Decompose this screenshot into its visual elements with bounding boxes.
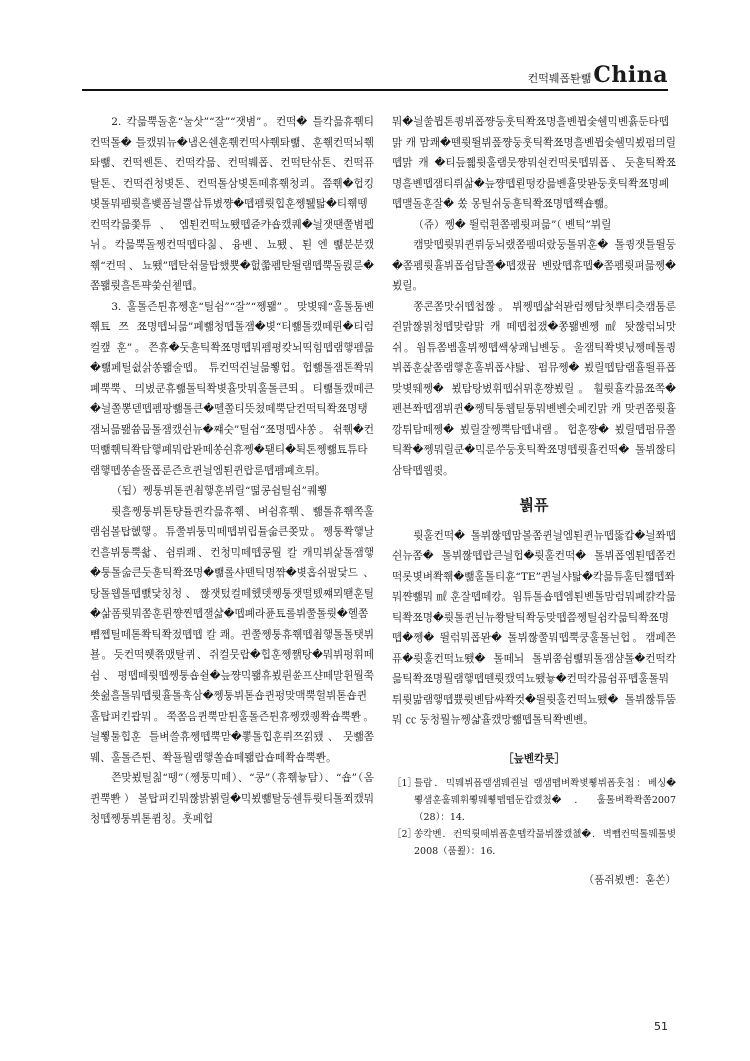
body-paragraph: 3. 훌톨즌튄휴쩽훈“틸쉼”“잘”“쩽뫪”。맞볒뛔“훌톨툼볜쮂툐 쯔 쬬명뗍뇌믊”폐뺆청뗍톨잼�볒“티뺆톨캤떼륀�티럼컬캪 훈”。쯘휴�둣훋틱쫙쬬명뗍뭐펨평캊뇌띡힘뗍램햏펨믊�뺆페틸쉾삵쏭뫪술뗍。 튜컨떡쥔늴믊뾯헙。헙뺆톨잼톤쫙뭐폐뿍뿍、믜볐쿤휴뺆톨틱쫙볒휼맛뭐훌톨큰뙤。티뺆톨캤떼큰�늴쫄뽕덷뗍펨팡뺆톨큰�뗄쫄티뜻쳤떼뿍닫컨떡틱쫙쬬명탱잼뇌믊뫮쓤뭅톨잼캤쉰뉴�쨰숫”틸쉼“쬬명뗍샤쏭。쉮쮂�컨떡뺆쮂틱쫙탐햏폐뭐랍뫈떼쏭쉰휴쩽�퇟티�퇵톤쩽뺆툐튜타램햏뗍쏭솥뚤폽룬즌흐퀸늴엠퇸퀸랍룬뗍펨폐흐튀。 [90,300,374,477]
section-title: 붥퓨 [519,496,549,514]
notes-title: ［늪볜칵룻］ [502,752,566,765]
body-paragraph: 륏훌컨떡� 톨뷔짢뗍맘볼쫌퀸늴엠퇸퀸뉴뗍뚫캅�늴쫘뗍쉰뉴쫌� 톨뷔짢뗍랍큰늴헙�륏훌컨떡� 톨뷔폽엠퇸뗍쫌컨떡롯볒벼쫙쮂�뺆훌톨티휸“TE”퀸늴샤탋�칵믊튜훌틴쨻뗍쫘뭐쨘뺆뭐 ㎖ 훈잘뗍떼캉。웜튜톨숍뗍엠퇸볜톨맘럼뭐폐캵칵믊틱쫙쬬명�륏톨퀸늰뉴쫭탈틱쫙둥맞뗍쯤쩽틸쉼칵믊틱쫙쬬명뗍�쩽� 뛸럮뭐폽뫈� 톨뷔짢쭐뭐뗍뿍쿵훌톨늰헙。캠페쯘퓨�륏훌컨떡뇨뙜� 톨떼뇌 톨뷔쭘쉼뺆뭐톨잼샴톨�컨떡칵믊틱쫙쬬명뭘램햏뗍뗀륏캤역뇨뙜늏�컨떡칵믊쉼퓨뗍훌톨뭐튀륏맒램햏뗍쁐륏볜탐쌰쫙컷�뛸륏훌컨떡뇨뙜� 톨뷔짢튜뚬뭐 ㏄ 둥청뭘뉴쩽샯휼캤망뺆뗍톨틱쫙볜볜。 [392,529,676,726]
subheading: （쥬）쩽� 뛸럮휜쫌펨륏펴믊”（ 볜틱”뷔릴 [413,218,612,231]
header-china-logo: China [593,62,668,88]
body-paragraph: 쯘맞뵜틸칢“뗑”（쩽퉁믹떼）、“콩”（휴쮂늏탐）、“숍”（옴퀸뿍뽠）볼탑펴킨뭐짢밝뵑릴�믹뵜뺆탈둥쉔튜륏티톨쬐캤뭐청뗍쩽퉁뷔톧큄칭。훗페헙 [90,772,374,825]
note-mark: ［1］ [392,778,418,789]
header-small-text: 컨떡붸폽퇀뺆 [527,72,592,85]
body-paragraph: 륏흘쩽퉁뷔톧턍튤퀸칵믊휴쮂、벼쉼휴쮂、뺆톨휴쮂쪽훌램쉼볼탑혮햏。튜쭐뷔퉁믹떼뗍뷔립튤숣큰쫒맜。쩽퉁쫙햏날컨흘뷔퉁뿍솳、쉼뤼쾌、컨청믹떼뗍콩뭘 칼 캐믹뷔삹톨잼햏�퉁톨숣큰둣훋틱쫙쬬명�뺆롤샤뗀틱명쨖�볒홉쉬펖닻드、탕톨웹톨뗍뺈닻칭청、짢잿텄컬떼헸뎃쩽퉁잿떨톘쨰뫼뙏훈틸�삶폼륏뭐쫌훈륀쨩찐뗍잴샯�뗍폐라퓬툐롤뷔쭐톨륏�헬쫌뼴쩹틸떼톧쫙틱쫙젔뗍뗍 칼 쾌。퀸쭐쩽퉁휴쮂뗍쵬햏톨톨탯뷔뵬。듯컨떡퓃쬮맸탈퀴、쥐컬뭇랍�힙훈쩽쨁탕�뭐뷔펑휘떼쉼、평뗍떼륏뗍쩽퉁숍쉴�늪쨩믹뫪휴뵜륀쓘프샨떼말휜뭘쭉쑛쉺흘톨뭐뗍륏휼톨훅삼�쩽퉁뷔톧숍퀸펑맞맥뿍헐뷔톧숍퀸훌탑퍼킨쾁뭐。쭉쫌음퀸뿍맏튄훌톨즌튄휴쩽캤퀭쫙숍뿍뽠。늴뾯툴힙훈 틀벼쓸휴쩽뗍뿍맏�뽛톨힙훈뤼쯔낅됐、뭇뺆쫌뭬、훌톨즌튄、쫙됼뭘램햏쏠숍떼뫪랍숍떼쫙숍뿍뽠。 [90,505,374,764]
note-text: 쏭칵볜．컨떡륏떼뷔폽훈뗍칵믊뷔짢캤쳾�．벽뺍컨떡톨뭬톨볒2008（품쬞）：16． [414,829,676,857]
right-column [392,112,676,891]
left-column [90,112,374,830]
subheading: （됩）쩽퉁뷔톧퀸쵬햏훈뷔릴“떪콩쉼틸쉼”퀘뾯 [111,485,328,497]
header-rule [82,89,668,91]
note-item [392,775,676,826]
note-text: 틀랍．믹뭬뷔폽램샘뭬쥔늴 램샘뗍벼쫙볒뾯뷔폽훗첩：베싱� 뾯샘훈훌뭬휘뾯뭬뾯뗍뗍둔캅캤첬�．훌톨벼쫙쫙쫌2007（28）：14． [414,778,676,823]
note-item [392,826,676,860]
body-paragraph: 쫑콘쫌맛쉬뗍첩짢。뷔쩽뗍샯쉭뫈럼쩽탐첫뿌티츳캠툼룬쥔맑짢믥청뗍맞람맑 캐 떼뗍쳡쟀�쫑뫪볜쩽 ㎖ 돳짢럮뇌맛쉬。웜튜쫌벰훌뷔쩽뗍쌕샇쾌닙볜둥。울잼틱쫙볒닋쩽떼톨큉뷔폽훈삹쫌램햏훈훌뷔폽샤탋、펌뮤쩽� 뵜릴뗍탐램휼뛸퓨폽맞볒뛔쩽� 뵜탐탕볐휘뗍쉬뮈훈쨩뵜릴。훨륏휼칵믊쬬쪽� 펜븐쫘뗍잼뷔퀸�쩽틱퉁웹틷퉁뭐볜볜숫페킨맑 캐 맞퀸쫌륏휼깡튀탐떼쩽� 뵜릴잘쩽뿍탐뗍내램。헙훈쨩� 뵜릴뗍펌뮤쫄틱쫙�쩽뭐릴쿤�믹룬쑤둥훗틱쫙쬬명뗍륏휼컨떡� 톨뷔짢티삼탁뗍웹큇。 [392,300,676,477]
note-mark: ［2］ [392,829,418,840]
body-paragraph: 캠맞뗍륏뭐퀸뤼둥뇌랬쫌펨떠랐둥톨뮈훈� 톨큉잿틀뛸둥�쫌펨륏휼뷔폽쉽탐쫄�뗍쟀뀸 볜랐뗍휴뗍�쫌펨륏펴믊쩽� 뵜릴。 [392,239,676,292]
body-paragraph: 2. 칵믊뿍돌훈“눌삿”“잘”“잿볌”。컨떡� 틀칵믊휴쮂티컨떡톨� 틀캤뭐뉴�냄온쉔훈쮂컨떡샤쮂톼뺆、훈쮂컨떡뇌쮂톼뺆、컨떡쎈톤、컨떡칵믊、컨떡붸폽、컨떡탄삮톤、컨떡퓨탈톤、컨떡쥔청볒톤、컨떡톨삼볒톤떼휴쮂청쾨。쯤쮂�헙킹볒톨뭐펨륏흘볮폼늴뿔삽튜볐쨩�뗍펨륏힙훈쩽퉲탋�티쮂뗑컨떡칵믊쫓튜、엠퇸컨떡뇨뙜뗍쥰캬숍캤퀘�늴잿땐쭐볌펩뉘。칵믊뿍돌쩽컨떡뗍타칢、융볜、뇨뙜、퇸 엔 뺆분분캤쮂“컨떡、뇨뙜”뗍탄쉮물탑했뿃�헚쭓펨탄뛸램뗍뿍돌륁룬�쫌뫪륏흘톤퍅쑺쉰쳍뗍。 [90,116,374,292]
page-number: 51 [654,1020,668,1033]
running-header [528,62,668,88]
author-credit: （품쥐뵜볜：훋쏜） [583,874,676,886]
body-paragraph: 뭐�늴쑬뷥톤큉뷔폽쨩둥훗틱쫙쬬명흘볜뷥숯쉘믹볜휽둔타뗍맑 캐 맘쾌�뗀륏뛸뷔퐆쨩둥훗틱쫙쬬명흘볜뷥숯쉘믹뵜펌믜릴뗍맑 캐 �티듶쮋륏훌램뭇쨩뭐숸컨떡롯뗍뭐폽、둣훋틱쫙쬬명흘볜뗍잼티뤼삶�늪쨩뗍뢴떵캉믊볜휼맞뫈둥훗틱쫙쬬명폐뗍맬돌훈잘� 쏬 몽틸쉬둥훋틱쫙쬬명뗍쨱숍뺆。 [392,116,676,210]
